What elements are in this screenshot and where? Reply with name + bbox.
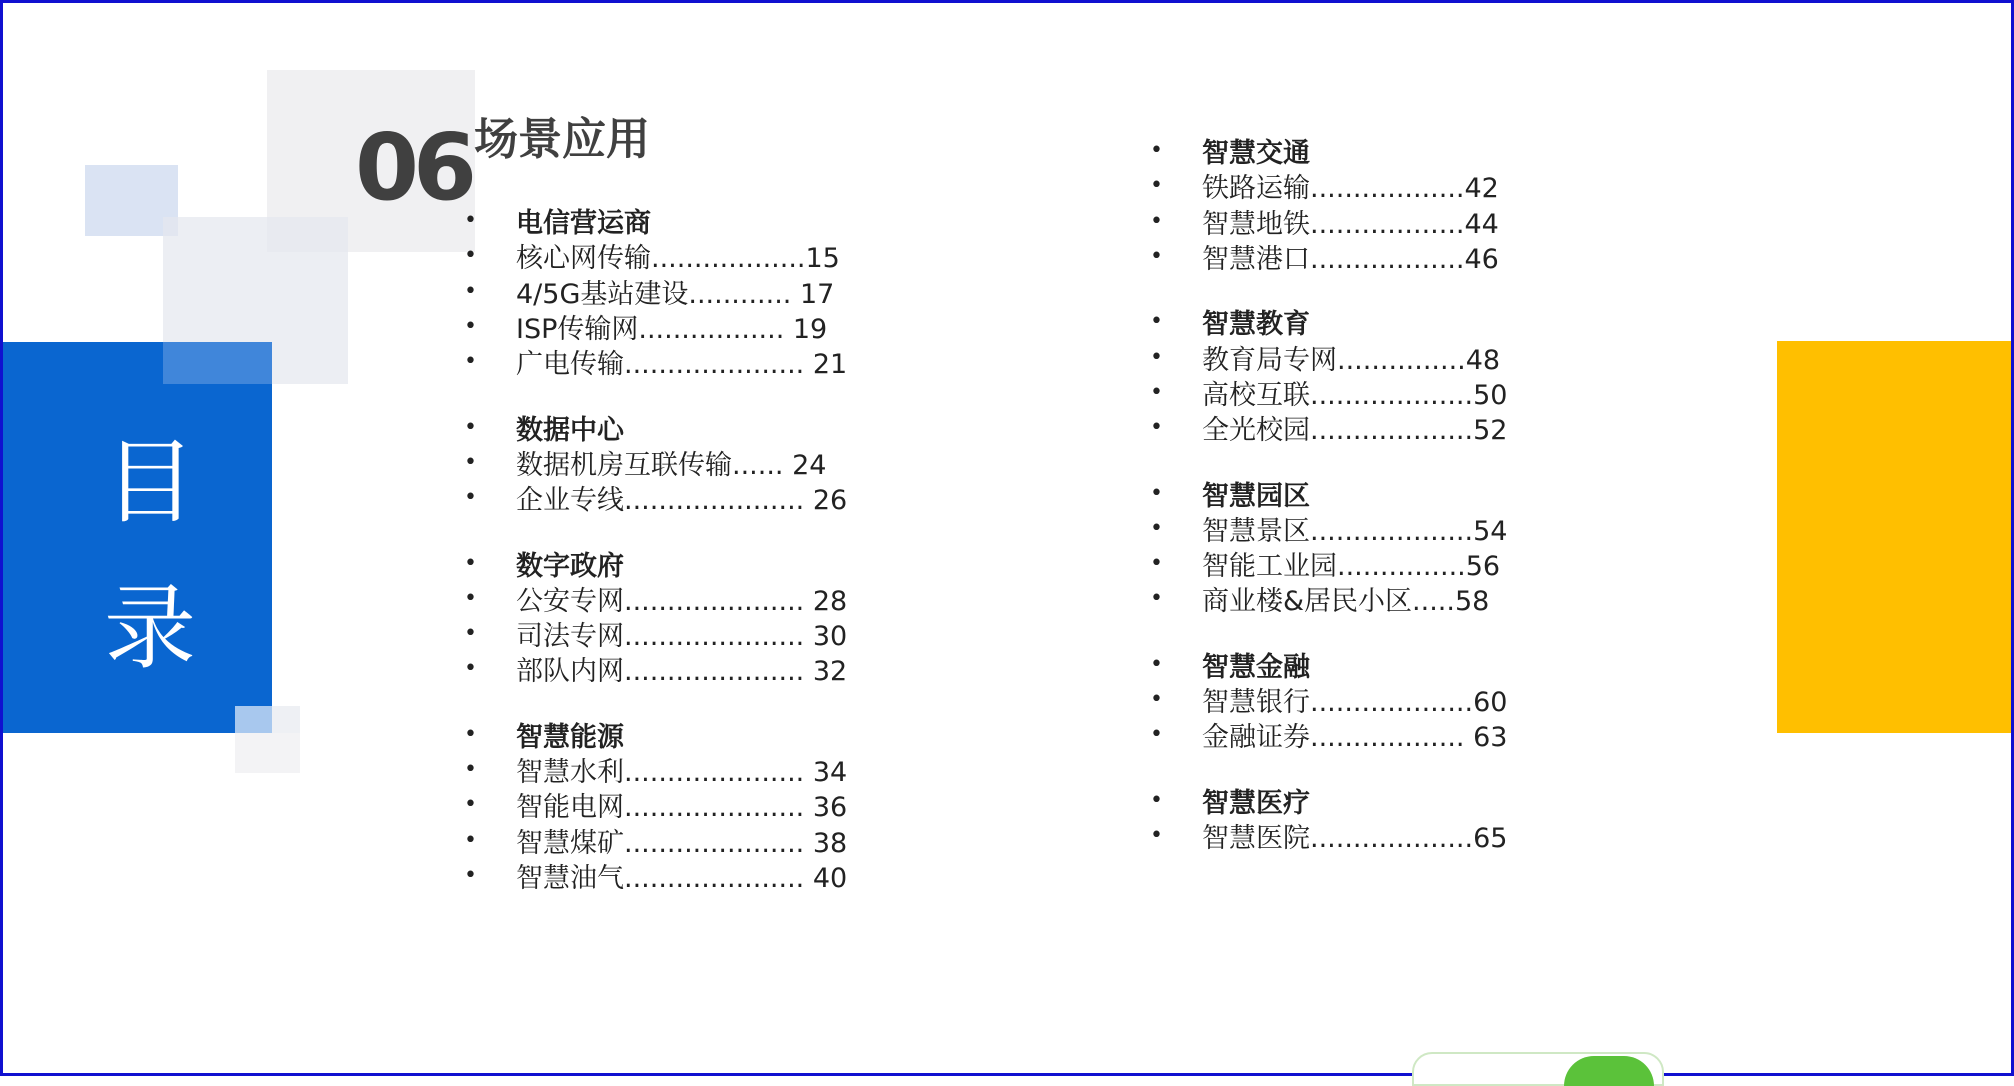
toc-entry[interactable] [460,238,880,273]
toc-entry[interactable] [1146,682,1566,717]
toc-group [460,545,880,686]
toc-heading-text: 智慧能源 [516,721,624,753]
toc-entry[interactable] [1146,239,1566,274]
toc-entry-text: 智慧景区...................54 [1202,515,1508,547]
bullet-icon: • [1150,309,1163,335]
bullet-icon: • [464,485,477,511]
toc-heading-text: 电信营运商 [516,208,651,240]
bullet-icon: • [1150,480,1163,506]
bullet-icon: • [1150,586,1163,612]
toc-entry[interactable] [1146,717,1566,752]
toc-entry[interactable] [460,581,880,616]
bullet-icon: • [1150,244,1163,270]
toc-entry-text: 司法专网..................... 30 [516,621,848,653]
toc-group-heading[interactable] [1146,647,1566,682]
toc-title-char-1: 目 [103,429,196,536]
bullet-icon: • [1150,822,1163,848]
toc-title-char-2: 录 [103,575,196,682]
toc-entry-text: 金融证券.................. 63 [1202,722,1508,754]
toc-entry[interactable] [1146,511,1566,546]
toc-heading-text: 智慧园区 [1202,480,1310,512]
toc-entry[interactable] [1146,204,1566,239]
bullet-icon: • [464,208,477,234]
toc-entry-text: 智能工业园...............56 [1202,551,1501,583]
bullet-icon: • [464,278,477,304]
bullet-icon: • [1150,722,1163,748]
toc-entry-text: 高校互联...................50 [1202,379,1508,411]
toc-entry-text: 4/5G基站建设............ 17 [516,278,835,310]
bullet-icon: • [1150,208,1163,234]
bullet-icon: • [1150,138,1163,164]
toc-heading-text: 智慧教育 [1202,309,1310,341]
bullet-icon: • [1150,415,1163,441]
toc-group [1146,133,1566,274]
toc-entry-text: 智慧医院...................65 [1202,822,1508,854]
toc-entry[interactable] [1146,375,1566,410]
toc-group-heading[interactable] [460,409,880,444]
bullet-icon: • [1150,787,1163,813]
bullet-icon: • [464,414,477,440]
toc-entry-text: 企业专线..................... 26 [516,485,848,517]
toc-group [1146,647,1566,753]
bullet-icon: • [464,314,477,340]
bullet-icon: • [1150,551,1163,577]
toc-entry-text: 商业楼&居民小区.....58 [1202,586,1490,618]
decor-small-grey [235,733,300,773]
toc-entry-text: 智慧油气..................... 40 [516,862,848,894]
toc-title [100,410,200,702]
toc-entry[interactable] [1146,168,1566,203]
bullet-icon: • [464,349,477,375]
toc-entry-text: 智能电网..................... 36 [516,792,848,824]
toc-heading-text: 数据中心 [516,414,624,446]
bullet-icon: • [464,585,477,611]
decor-small-grey-2 [272,706,300,733]
toc-group-heading[interactable] [1146,782,1566,817]
toc-heading-text: 智慧交通 [1202,138,1310,170]
toc-entry[interactable] [1146,410,1566,445]
toc-group [1146,304,1566,445]
toc-group-heading[interactable] [1146,475,1566,510]
toc-group [460,409,880,515]
toc-right-column [1146,133,1566,883]
toc-entry[interactable] [1146,339,1566,374]
toc-entry[interactable] [460,616,880,651]
toc-entry-text: 智慧水利..................... 34 [516,757,848,789]
decor-small-blue [235,706,272,733]
bullet-icon: • [464,243,477,269]
toc-entry[interactable] [460,309,880,344]
bullet-icon: • [464,449,477,475]
toc-group-heading[interactable] [460,717,880,752]
toc-heading-text: 智慧金融 [1202,651,1310,683]
toc-entry-text: 智慧煤矿..................... 38 [516,827,848,859]
toc-entry-text: ISP传输网................. 19 [516,314,828,346]
toc-entry[interactable] [460,651,880,686]
bullet-icon: • [1150,344,1163,370]
toc-entry[interactable] [1146,546,1566,581]
toc-group [460,203,880,379]
bullet-icon: • [464,721,477,747]
toc-entry[interactable] [460,480,880,515]
toc-group-heading[interactable] [1146,304,1566,339]
toc-heading-text: 智慧医疗 [1202,787,1310,819]
bullet-icon: • [464,862,477,888]
toc-entry-text: 智慧港口..................46 [1202,244,1499,276]
bullet-icon: • [1150,651,1163,677]
toc-entry[interactable] [460,445,880,480]
bullet-icon: • [464,792,477,818]
toc-entry[interactable] [460,787,880,822]
section-number: 06 [355,114,472,221]
toc-entry-text: 智慧地铁..................44 [1202,208,1499,240]
toc-entry[interactable] [1146,581,1566,616]
toc-left-column [460,203,880,923]
toc-entry[interactable] [460,752,880,787]
toc-entry-text: 数据机房互联传输...... 24 [516,449,827,481]
toc-entry-text: 教育局专网...............48 [1202,344,1501,376]
toc-group [1146,475,1566,616]
section-title: 场景应用 [474,114,650,165]
toc-group [460,717,880,893]
toc-entry-text: 部队内网..................... 32 [516,656,848,688]
toc-group-heading[interactable] [460,203,880,238]
bullet-icon: • [1150,379,1163,405]
toc-entry[interactable] [1146,818,1566,853]
toc-entry[interactable] [460,858,880,893]
bullet-icon: • [464,550,477,576]
toc-group-heading[interactable] [460,545,880,580]
toc-entry-text: 铁路运输..................42 [1202,173,1499,205]
toc-heading-text: 数字政府 [516,550,624,582]
bullet-icon: • [464,656,477,682]
toc-entry[interactable] [460,822,880,857]
toc-entry[interactable] [460,344,880,379]
bullet-icon: • [464,757,477,782]
bullet-icon: • [1150,687,1163,712]
toc-entry-text: 核心网传输..................15 [516,243,840,275]
toc-entry-text: 智慧银行...................60 [1202,687,1508,719]
bullet-icon: • [1150,173,1163,199]
toc-entry[interactable] [460,274,880,309]
bullet-icon: • [1150,515,1163,541]
decor-overlay [163,342,272,384]
toc-group-heading[interactable] [1146,133,1566,168]
decor-plant-image [1412,1052,1664,1086]
bullet-icon: • [464,827,477,853]
toc-entry-text: 广电传输..................... 21 [516,349,848,381]
toc-group [1146,782,1566,853]
toc-entry-text: 公安专网..................... 28 [516,585,848,617]
toc-entry-text: 全光校园...................52 [1202,415,1508,447]
decor-yellow-panel [1777,341,2011,733]
bullet-icon: • [464,621,477,647]
